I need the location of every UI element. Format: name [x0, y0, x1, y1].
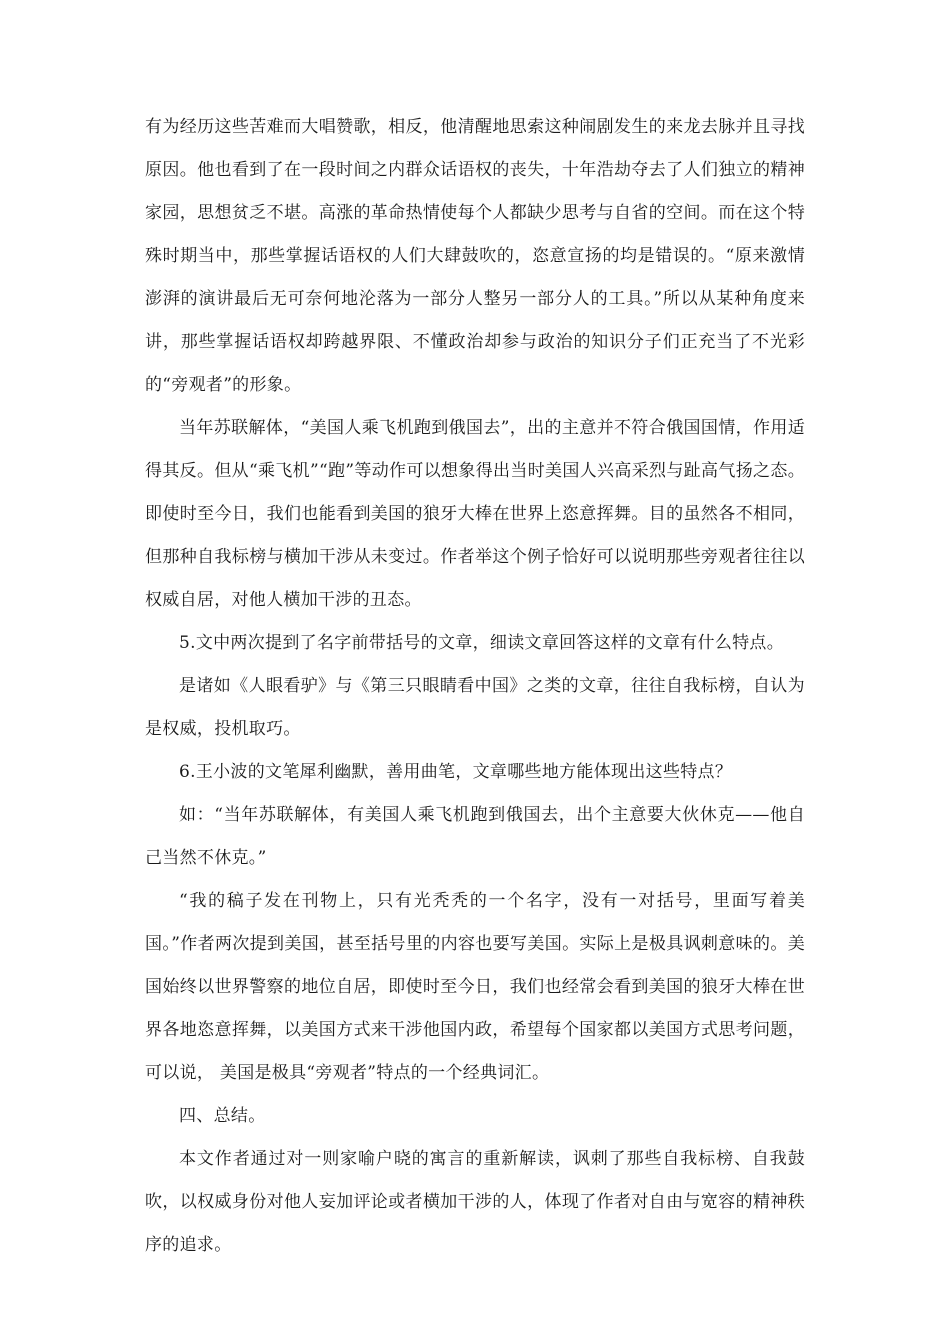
- answer-6-example-2: “我的稿子发在刊物上，只有光秃秃的一个名字，没有一对括号，里面写着美国。”作者两次提到美国，甚至括号里的内容也要写美国。实际上是极具讽刺意味的。美国始终以世界警察的地位自居，即使时至今日，我们也经常会看到美国的狼牙大棒在世界各地恣意挥舞，以美国方式来干涉他国内政，希望每个国家都以美国方式思考问题，可以说， 美国是极具“旁观者”特点的一个经典词汇。: [145, 891, 805, 1083]
- answer-5: 是诸如《人眼看驴》与《第三只眼睛看中国》之类的文章，往往自我标榜，自认为是权威，投机取巧。: [145, 676, 805, 739]
- paragraph-soviet-example: 当年苏联解体，“美国人乘飞机跑到俄国去”，出的主意并不符合俄国国情，作用适得其反。但从“乘飞机”“跑”等动作可以想象得出当时美国人兴高采烈与趾高气扬之态。即使时至今日，我们也能看到美国的狼牙大棒在世界上恣意挥舞。目的虽然各不相同，但那种自我标榜与横加干涉从未变过。作者举这个例子恰好可以说明那些旁观者往往以权威自居，对他人横加干涉的丑态。: [145, 418, 805, 610]
- answer-6-example-1: 如：“当年苏联解体，有美国人乘飞机跑到俄国去，出个主意要大伙休克——他自己当然不休克。”: [145, 805, 805, 868]
- paragraph-continuation: 有为经历这些苦难而大唱赞歌，相反，他清醒地思索这种闹剧发生的来龙去脉并且寻找原因。他也看到了在一段时间之内群众话语权的丧失，十年浩劫夺去了人们独立的精神家园，思想贫乏不堪。高涨的革命热情使每个人都缺少思考与自省的空间。而在这个特殊时期当中，那些掌握话语权的人们大肆鼓吹的，恣意宣扬的均是错误的。“原来激情澎湃的演讲最后无可奈何地沦落为一部分人整另一部分人的工具。”所以从某种角度来讲，那些掌握话语权却跨越界限、不懂政治却参与政治的知识分子们正充当了不光彩的“旁观者”的形象。: [145, 117, 805, 395]
- summary-paragraph: 本文作者通过对一则家喻户晓的寓言的重新解读，讽刺了那些自我标榜、自我鼓吹，以权威身份对他人妄加评论或者横加干涉的人，体现了作者对自由与宽容的精神秩序的追求。: [145, 1149, 805, 1255]
- question-5: 5.文中两次提到了名字前带括号的文章，细读文章回答这样的文章有什么特点。: [179, 633, 785, 653]
- document-body: [145, 106, 805, 1267]
- section-heading-summary: 四、总结。: [179, 1106, 266, 1126]
- question-6: 6.王小波的文笔犀利幽默，善用曲笔，文章哪些地方能体现出这些特点？: [179, 762, 733, 782]
